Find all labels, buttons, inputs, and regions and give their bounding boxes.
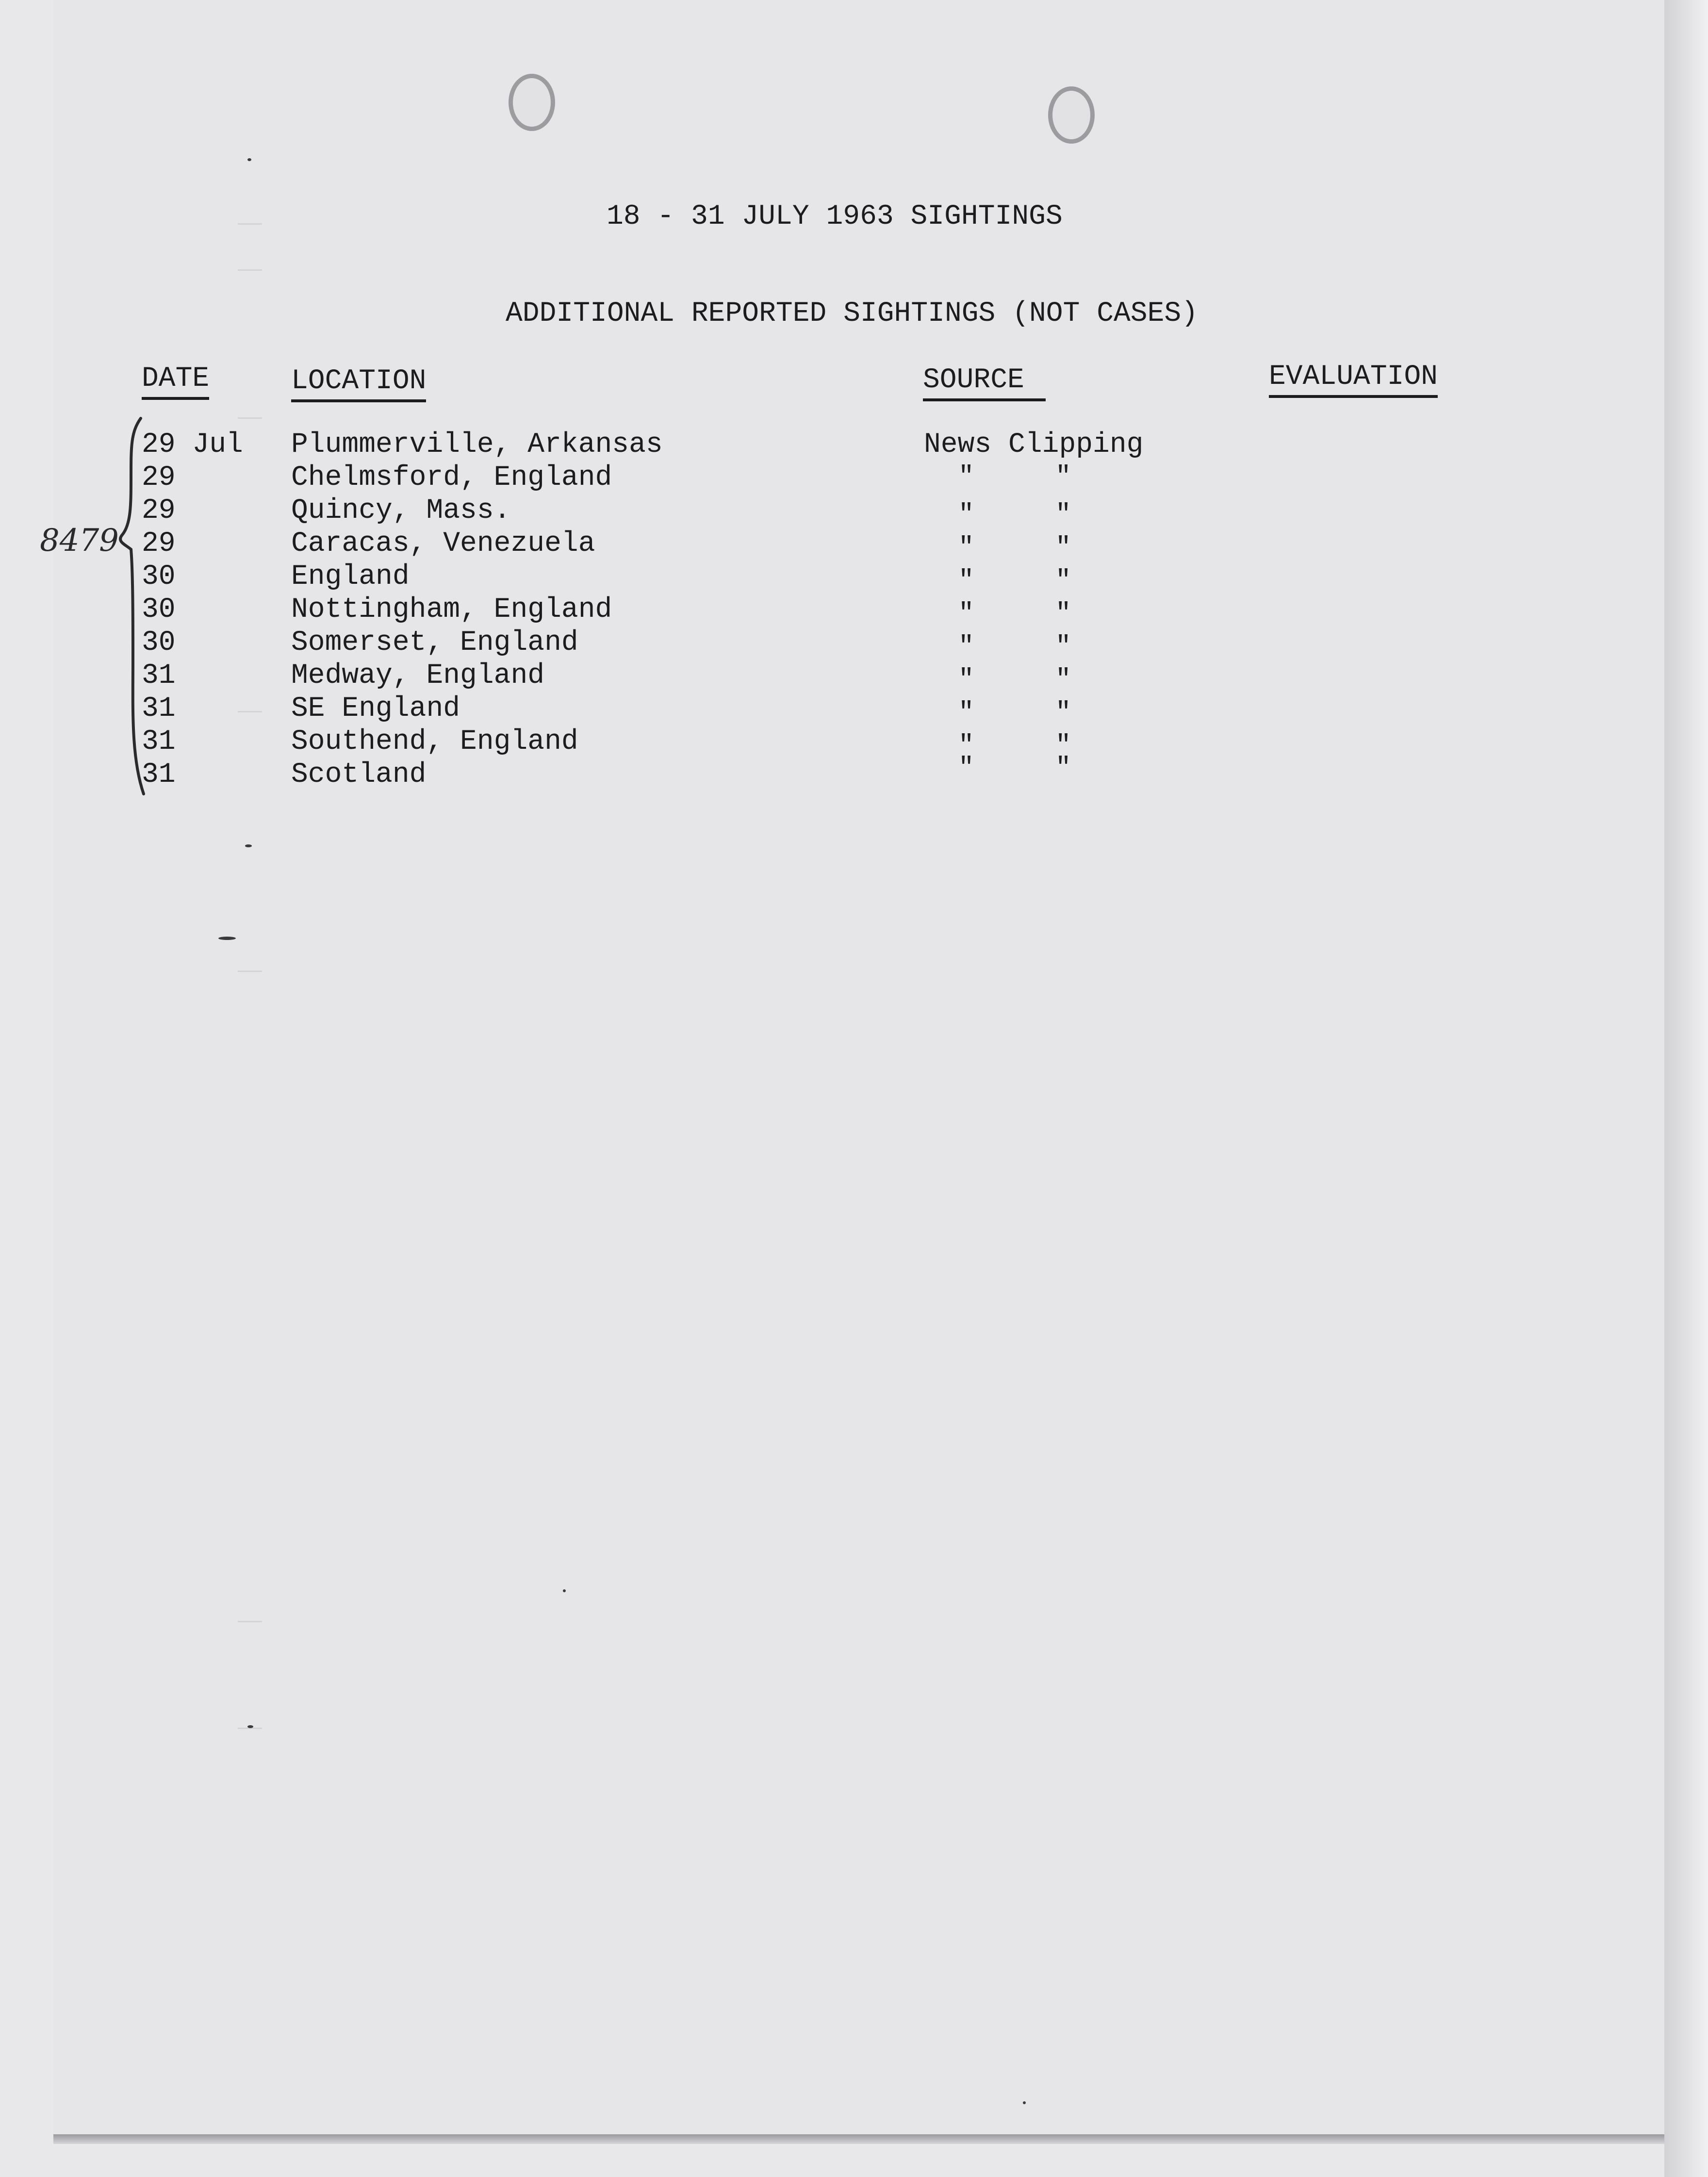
row-source: News Clipping <box>924 429 1144 461</box>
row-location: Quincy, Mass. <box>291 495 511 527</box>
margin-tick <box>238 269 262 271</box>
row-date: 31 <box>142 759 176 791</box>
speck <box>218 937 236 940</box>
table-row <box>0 629 1708 662</box>
row-location: Southend, England <box>291 726 578 758</box>
speck <box>247 1725 253 1728</box>
ditto-mark: " <box>1055 566 1071 595</box>
row-date: 30 <box>142 594 176 626</box>
column-header-location: LOCATION <box>291 367 426 402</box>
paper-edge-strip <box>1664 0 1708 2177</box>
ditto-mark: " <box>1055 533 1071 562</box>
row-location: Nottingham, England <box>291 594 612 626</box>
speck <box>1023 2101 1026 2104</box>
ditto-mark: " <box>958 665 974 694</box>
margin-tick <box>238 971 262 972</box>
column-header-evaluation: EVALUATION <box>1269 363 1438 398</box>
ditto-mark: " <box>958 753 974 783</box>
margin-tick <box>238 1621 262 1622</box>
speck <box>247 158 251 161</box>
row-location: Plummerville, Arkansas <box>291 429 663 461</box>
ditto-mark: " <box>958 500 974 529</box>
column-header-date: DATE <box>142 365 209 400</box>
ditto-mark: " <box>958 731 974 760</box>
ditto-mark: " <box>1055 665 1071 694</box>
row-date: 30 <box>142 627 176 659</box>
paper-bottom-shadow <box>53 2134 1669 2144</box>
table-row <box>0 753 1708 794</box>
margin-annotation-number: 8479 <box>40 523 119 559</box>
document-title: 18 - 31 JULY 1963 SIGHTINGS <box>607 201 1063 232</box>
ditto-mark: " <box>958 533 974 562</box>
ditto-mark: " <box>1055 731 1071 760</box>
ditto-mark: " <box>1055 500 1071 529</box>
ditto-mark: " <box>1055 698 1071 727</box>
table-row <box>0 563 1708 596</box>
margin-tick <box>238 417 262 419</box>
ditto-mark: " <box>958 462 974 492</box>
margin-tick <box>238 223 262 225</box>
row-date: 29 Jul <box>142 429 243 461</box>
speck <box>563 1589 566 1592</box>
row-date: 30 <box>142 561 176 593</box>
column-header-source: SOURCE <box>923 366 1046 401</box>
row-location: England <box>291 561 410 593</box>
row-location: Chelmsford, England <box>291 462 612 494</box>
ditto-mark: " <box>958 632 974 661</box>
ditto-mark: " <box>1055 462 1071 492</box>
ditto-mark: " <box>958 566 974 595</box>
punch-hole-right <box>1048 86 1095 144</box>
document-subtitle: ADDITIONAL REPORTED SIGHTINGS (NOT CASES) <box>506 298 1199 330</box>
ditto-mark: " <box>958 698 974 727</box>
row-date: 31 <box>142 726 176 758</box>
table-row <box>0 431 1708 464</box>
ditto-mark: " <box>1055 599 1071 628</box>
ditto-mark: " <box>1055 753 1071 783</box>
row-location: Caracas, Venezuela <box>291 528 595 560</box>
row-date: 31 <box>142 693 176 725</box>
ditto-mark: " <box>1055 632 1071 661</box>
row-date: 31 <box>142 660 176 692</box>
row-date: 29 <box>142 528 176 560</box>
row-location: Scotland <box>291 759 427 791</box>
ditto-mark: " <box>958 599 974 628</box>
table-row <box>0 728 1708 761</box>
table-row <box>0 596 1708 629</box>
row-location: Medway, England <box>291 660 545 692</box>
table-row <box>0 497 1708 530</box>
table-row <box>0 464 1708 497</box>
row-location: Somerset, England <box>291 627 578 659</box>
row-date: 29 <box>142 495 176 527</box>
table-row <box>0 530 1708 563</box>
row-date: 29 <box>142 462 176 494</box>
table-row <box>0 695 1708 728</box>
punch-hole-left <box>509 74 555 131</box>
row-location: SE England <box>291 693 460 725</box>
speck <box>245 844 252 847</box>
table-row <box>0 662 1708 695</box>
